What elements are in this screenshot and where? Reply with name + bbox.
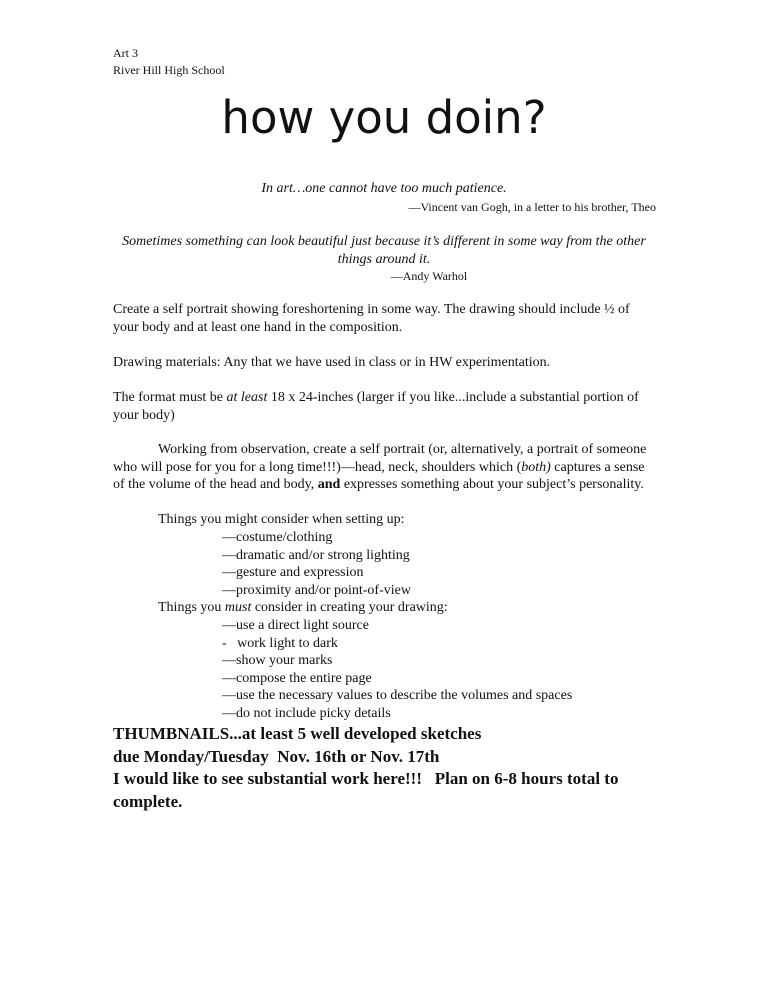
must-list-heading	[158, 599, 448, 617]
expectation-line: I would like to see substantial work here!!! Plan on 6-8 hours total to complete.	[113, 769, 623, 811]
instructions-paragraph-3	[113, 389, 658, 424]
list-item: —proximity and/or point-of-view	[222, 582, 411, 598]
must-heading-after: consider in creating your drawing:	[251, 600, 448, 615]
quote-van-gogh-attribution: —Vincent van Gogh, in a letter to his brother, Theo	[408, 200, 656, 214]
thumbnails-line: THUMBNAILS...at least 5 well developed sketches	[113, 724, 482, 743]
p4-text-a: Working from observation, create a self portrait (or, alternatively, a portrait of someone who will pose for you for a long time!!!)—head, neck, shoulders which (	[113, 442, 647, 475]
p4-bold: and	[317, 477, 341, 492]
due-date-line: due Monday/Tuesday Nov. 16th or Nov. 17th	[113, 746, 440, 766]
must-list	[222, 617, 572, 723]
list-item: —do not include picky details	[222, 705, 391, 721]
list-item: —dramatic and/or strong lighting	[222, 547, 410, 563]
list-item: —gesture and expression	[222, 565, 364, 581]
p4-text-c: expresses something about your subject’s personality.	[340, 477, 644, 492]
must-heading-before: Things you	[158, 600, 225, 615]
assignment-details	[113, 723, 673, 813]
list-item: —show your marks	[222, 653, 333, 669]
school-name: River Hill High School	[113, 63, 225, 77]
p3-text-after: 18 x 24-inches (larger if you like...include a substantial portion of your body)	[113, 390, 639, 423]
p3-emphasis: at least	[226, 390, 268, 405]
instructions-paragraph-2: Drawing materials: Any that we have used in class or in HW experimentation.	[113, 355, 551, 370]
list-item: - work light to dark	[222, 635, 338, 651]
consider-list-heading: Things you might consider when setting up:	[158, 512, 405, 527]
course-label: Art 3	[113, 46, 138, 60]
quote-van-gogh: In art…one cannot have too much patience.	[261, 181, 507, 196]
consider-list	[222, 529, 411, 599]
page-title: how you doin?	[221, 91, 547, 144]
p3-text-before: The format must be	[113, 390, 227, 405]
p4-emphasis: both)	[521, 459, 551, 475]
header	[113, 45, 225, 79]
list-item: —compose the entire page	[222, 670, 372, 686]
must-heading-emphasis: must	[224, 600, 252, 615]
quote-warhol: Sometimes something can look beautiful just because it’s different in some way from the other things around it.	[122, 234, 646, 267]
instructions-paragraph-1: Create a self portrait showing foreshortening in some way. The drawing should include ½ of your body and at least one hand in the composition.	[113, 302, 630, 335]
instructions-paragraph-4	[113, 441, 658, 494]
p4-text-b: captures a sense of the volume of the head and body,	[113, 459, 645, 492]
list-item: —use a direct light source	[222, 618, 369, 633]
list-item: —use the necessary values to describe the volumes and spaces	[222, 688, 573, 704]
quote-warhol-attribution: —Andy Warhol	[390, 269, 468, 283]
list-item: —costume/clothing	[222, 530, 333, 545]
